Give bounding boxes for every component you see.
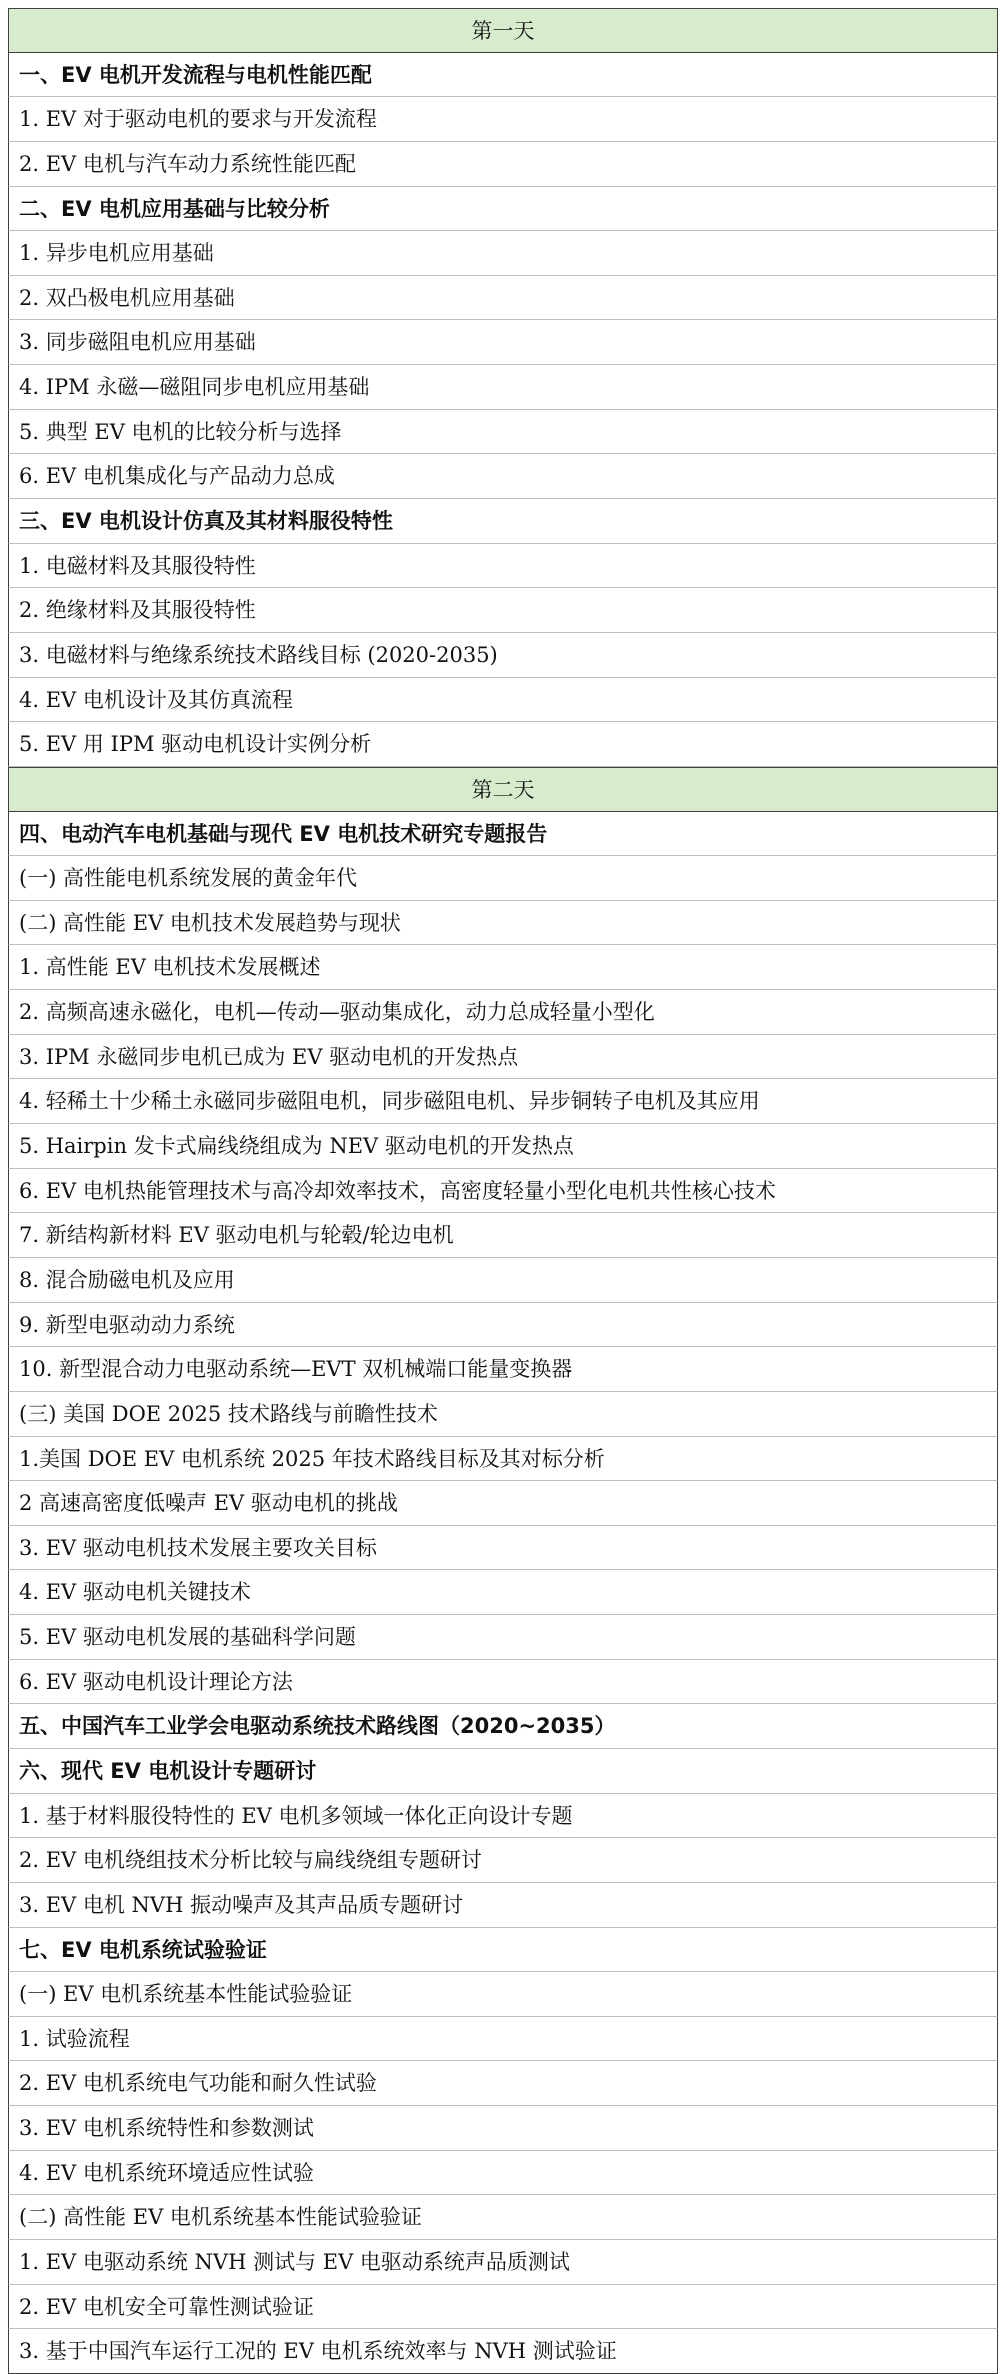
list-item: 4. EV 电机设计及其仿真流程 <box>8 678 998 723</box>
list-item: 7. 新结构新材料 EV 驱动电机与轮毂/轮边电机 <box>8 1213 998 1258</box>
list-item: 2. EV 电机绕组技术分析比较与扁线绕组专题研讨 <box>8 1838 998 1883</box>
section-heading: 三、EV 电机设计仿真及其材料服役特性 <box>8 499 998 544</box>
list-item: (三) 美国 DOE 2025 技术路线与前瞻性技术 <box>8 1392 998 1437</box>
list-item: 1. 异步电机应用基础 <box>8 231 998 276</box>
list-item: (一) EV 电机系统基本性能试验验证 <box>8 1972 998 2017</box>
list-item: 6. EV 驱动电机设计理论方法 <box>8 1660 998 1705</box>
section-heading: 一、EV 电机开发流程与电机性能匹配 <box>8 53 998 98</box>
list-item: 2. 高频高速永磁化，电机—传动—驱动集成化，动力总成轻量小型化 <box>8 990 998 1035</box>
list-item: 1. EV 电驱动系统 NVH 测试与 EV 电驱动系统声品质测试 <box>8 2240 998 2285</box>
day1-body <box>8 53 998 767</box>
list-item: 2. 绝缘材料及其服役特性 <box>8 588 998 633</box>
list-item: 4. EV 电机系统环境适应性试验 <box>8 2151 998 2196</box>
list-item: 3. EV 电机 NVH 振动噪声及其声品质专题研讨 <box>8 1883 998 1928</box>
section-heading: 四、电动汽车电机基础与现代 EV 电机技术研究专题报告 <box>8 812 998 857</box>
list-item: 3. 同步磁阻电机应用基础 <box>8 320 998 365</box>
list-item: 2. EV 电机安全可靠性测试验证 <box>8 2285 998 2330</box>
list-item: 1. 高性能 EV 电机技术发展概述 <box>8 945 998 990</box>
schedule-table <box>8 8 998 2374</box>
list-item: 5. 典型 EV 电机的比较分析与选择 <box>8 410 998 455</box>
list-item: 1. 试验流程 <box>8 2017 998 2062</box>
day1-header: 第一天 <box>8 8 998 53</box>
list-item: 1.美国 DOE EV 电机系统 2025 年技术路线目标及其对标分析 <box>8 1437 998 1482</box>
list-item: 2 高速高密度低噪声 EV 驱动电机的挑战 <box>8 1481 998 1526</box>
list-item: 1. 基于材料服役特性的 EV 电机多领域一体化正向设计专题 <box>8 1794 998 1839</box>
list-item: 5. EV 驱动电机发展的基础科学问题 <box>8 1615 998 1660</box>
day2-body <box>8 812 998 2374</box>
list-item: 4. IPM 永磁—磁阻同步电机应用基础 <box>8 365 998 410</box>
list-item: 10. 新型混合动力电驱动系统—EVT 双机械端口能量变换器 <box>8 1347 998 1392</box>
day2-header: 第二天 <box>8 767 998 812</box>
section-heading: 七、EV 电机系统试验验证 <box>8 1928 998 1973</box>
list-item: 6. EV 电机热能管理技术与高冷却效率技术，高密度轻量小型化电机共性核心技术 <box>8 1169 998 1214</box>
list-item: 3. EV 电机系统特性和参数测试 <box>8 2106 998 2151</box>
list-item: 3. 基于中国汽车运行工况的 EV 电机系统效率与 NVH 测试验证 <box>8 2329 998 2374</box>
list-item: (二) 高性能 EV 电机系统基本性能试验验证 <box>8 2195 998 2240</box>
list-item: 4. 轻稀土十少稀土永磁同步磁阻电机，同步磁阻电机、异步铜转子电机及其应用 <box>8 1079 998 1124</box>
section-heading: 二、EV 电机应用基础与比较分析 <box>8 187 998 232</box>
list-item: 3. 电磁材料与绝缘系统技术路线目标 (2020-2035) <box>8 633 998 678</box>
list-item: 4. EV 驱动电机关键技术 <box>8 1570 998 1615</box>
list-item: (一) 高性能电机系统发展的黄金年代 <box>8 856 998 901</box>
list-item: 8. 混合励磁电机及应用 <box>8 1258 998 1303</box>
list-item: 1. 电磁材料及其服役特性 <box>8 544 998 589</box>
list-item: 2. EV 电机与汽车动力系统性能匹配 <box>8 142 998 187</box>
list-item: 5. EV 用 IPM 驱动电机设计实例分析 <box>8 722 998 767</box>
section-heading: 五、中国汽车工业学会电驱动系统技术路线图（2020~2035） <box>8 1704 998 1749</box>
list-item: 5. Hairpin 发卡式扁线绕组成为 NEV 驱动电机的开发热点 <box>8 1124 998 1169</box>
list-item: 6. EV 电机集成化与产品动力总成 <box>8 454 998 499</box>
list-item: 1. EV 对于驱动电机的要求与开发流程 <box>8 97 998 142</box>
list-item: 2. EV 电机系统电气功能和耐久性试验 <box>8 2061 998 2106</box>
list-item: 3. EV 驱动电机技术发展主要攻关目标 <box>8 1526 998 1571</box>
list-item: 9. 新型电驱动动力系统 <box>8 1303 998 1348</box>
list-item: 2. 双凸极电机应用基础 <box>8 276 998 321</box>
list-item: 3. IPM 永磁同步电机已成为 EV 驱动电机的开发热点 <box>8 1035 998 1080</box>
list-item: (二) 高性能 EV 电机技术发展趋势与现状 <box>8 901 998 946</box>
section-heading: 六、现代 EV 电机设计专题研讨 <box>8 1749 998 1794</box>
